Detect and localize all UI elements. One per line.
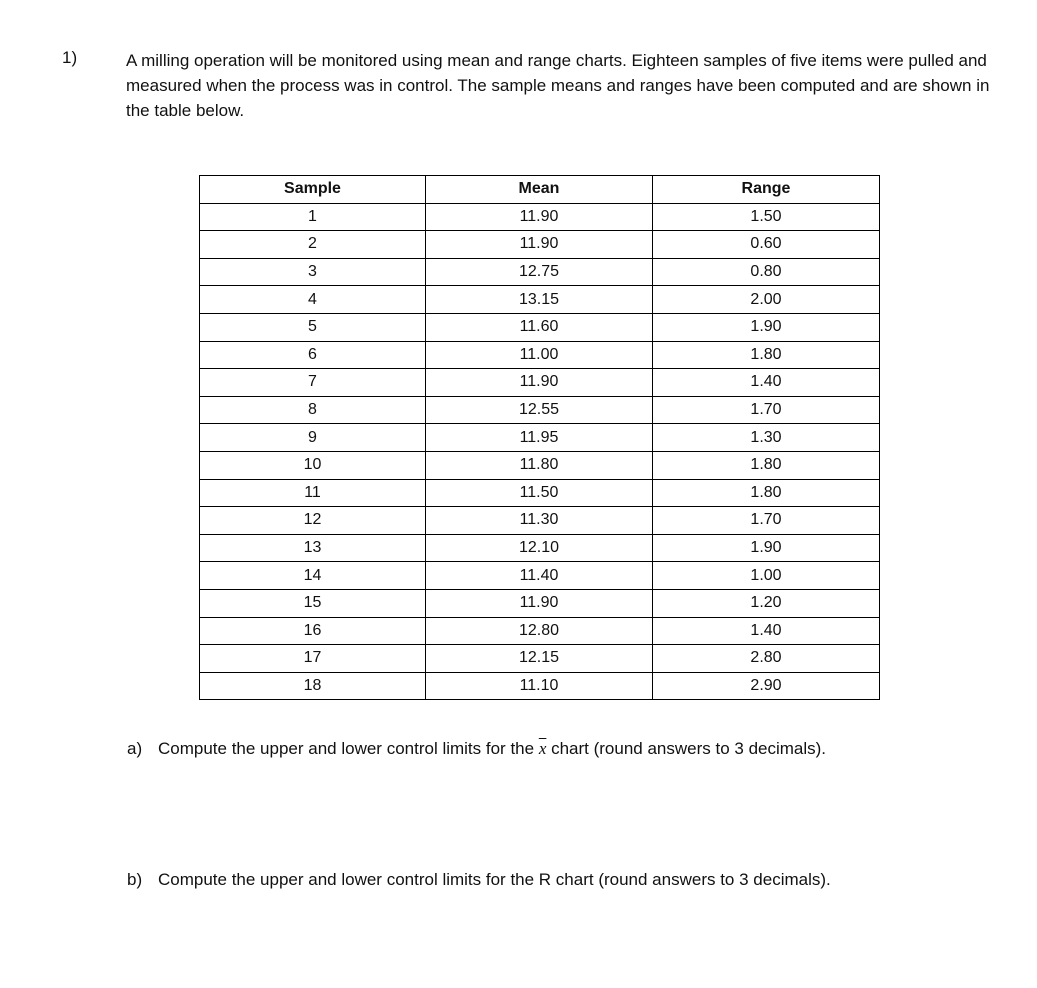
table-row [200,286,880,314]
table-row [200,645,880,673]
cell-range: 1.80 [653,341,880,369]
sub-question-b-text: Compute the upper and lower control limits for the R chart (round answers to 3 decimals). [158,870,831,889]
cell-mean: 11.90 [426,231,653,259]
cell-mean: 11.80 [426,451,653,479]
table-row [200,341,880,369]
cell-sample: 12 [200,507,426,535]
cell-mean: 11.60 [426,313,653,341]
cell-mean: 11.90 [426,589,653,617]
cell-sample: 17 [200,645,426,673]
cell-range: 1.50 [653,203,880,231]
cell-sample: 16 [200,617,426,645]
table-row [200,451,880,479]
cell-range: 0.60 [653,231,880,259]
cell-sample: 6 [200,341,426,369]
cell-sample: 3 [200,258,426,286]
cell-mean: 12.55 [426,396,653,424]
cell-range: 1.00 [653,562,880,590]
cell-range: 1.20 [653,589,880,617]
cell-range: 1.40 [653,369,880,397]
x-bar-symbol: $\overline{x}$ [538,739,547,758]
cell-sample: 11 [200,479,426,507]
cell-range: 1.90 [653,313,880,341]
cell-range: 1.80 [653,479,880,507]
table-row [200,507,880,535]
table-row [200,396,880,424]
cell-range: 0.80 [653,258,880,286]
cell-sample: 7 [200,369,426,397]
cell-mean: 12.75 [426,258,653,286]
cell-sample: 2 [200,231,426,259]
cell-sample: 9 [200,424,426,452]
cell-sample: 14 [200,562,426,590]
cell-range: 1.90 [653,534,880,562]
table-row [200,203,880,231]
cell-mean: 11.95 [426,424,653,452]
table-row [200,313,880,341]
sub-question-a-text-after: chart (round answers to 3 decimals). [546,739,827,758]
cell-mean: 11.30 [426,507,653,535]
cell-mean: 13.15 [426,286,653,314]
table-row [200,424,880,452]
cell-sample: 13 [200,534,426,562]
cell-mean: 11.00 [426,341,653,369]
cell-sample: 15 [200,589,426,617]
sub-question-a [127,738,826,760]
cell-range: 1.80 [653,451,880,479]
column-header-sample: Sample [200,176,426,204]
sub-question-b-letter: b) [127,870,143,889]
cell-mean: 12.80 [426,617,653,645]
cell-sample: 4 [200,286,426,314]
cell-mean: 11.50 [426,479,653,507]
cell-range: 2.00 [653,286,880,314]
cell-sample: 18 [200,672,426,700]
table-row [200,672,880,700]
cell-range: 2.80 [653,645,880,673]
cell-mean: 11.40 [426,562,653,590]
sub-question-b [127,869,831,891]
cell-range: 1.40 [653,617,880,645]
cell-sample: 8 [200,396,426,424]
cell-range: 2.90 [653,672,880,700]
table-row [200,258,880,286]
sub-question-a-letter: a) [127,739,143,758]
cell-sample: 10 [200,451,426,479]
cell-mean: 12.15 [426,645,653,673]
table-row [200,534,880,562]
table-row [200,369,880,397]
table-row [200,479,880,507]
cell-range: 1.70 [653,396,880,424]
question-intro: A milling operation will be monitored using mean and range charts. Eighteen samples of five items were pulled and measured when the process was in control. The sample means and ranges have been computed and are shown in the table below. [126,51,990,120]
cell-mean: 11.90 [426,203,653,231]
cell-sample: 1 [200,203,426,231]
column-header-range: Range [653,176,880,204]
table-row [200,562,880,590]
column-header-mean: Mean [426,176,653,204]
sub-question-a-text-before: Compute the upper and lower control limits for the [158,739,539,758]
table-row [200,617,880,645]
table-row [200,231,880,259]
table-header-row [200,176,880,204]
cell-mean: 11.10 [426,672,653,700]
sample-data-table [199,175,880,700]
question-number: 1) [62,48,78,67]
cell-sample: 5 [200,313,426,341]
cell-mean: 12.10 [426,534,653,562]
cell-range: 1.70 [653,507,880,535]
cell-range: 1.30 [653,424,880,452]
table-row [200,589,880,617]
table-body [200,203,880,700]
cell-mean: 11.90 [426,369,653,397]
